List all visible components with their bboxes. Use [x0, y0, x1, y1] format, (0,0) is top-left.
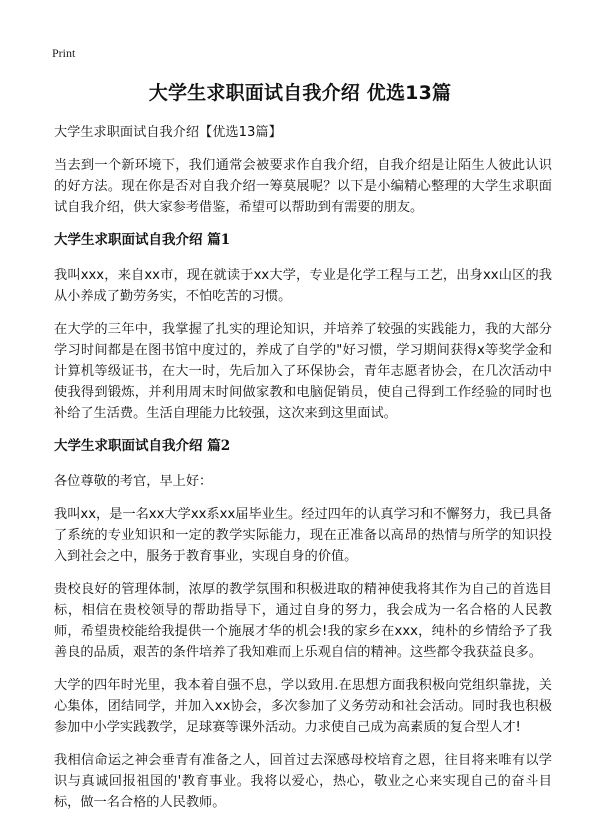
section-2-paragraph-5: 我相信命运之神会垂青有准备之人，回首过去深感母校培育之恩，往目将来唯有以学识与真诚回报祖国的'教育事业。我将以爱心，热心，敬业之心来实现自己的奋斗目标，做一名合格的人民教师。: [54, 753, 552, 810]
print-link[interactable]: Print: [52, 46, 76, 60]
section-2-paragraph-3: 贵校良好的管理体制，浓厚的教学氛围和积极进取的精神使我将其作为自己的首选目标，相信在贵校领导的帮助指导下，通过自身的努力，我会成为一名合格的人民教师，希望贵校能给我提供一个施展才华的机会!我的家乡在xxx，纯朴的乡情给予了我善良的品质，艰苦的条件培养了我知难而上乐观自信的精神。这些都令我获益良多。: [54, 582, 552, 660]
section-2-paragraph-1: 各位尊敬的考官，早上好：: [54, 474, 213, 489]
intro-paragraph: 当去到一个新环境下，我们通常会被要求作自我介绍，自我介绍是让陌生人彼此认识的好方法。现在你是否对自我介绍一筹莫展呢？以下是小编精心整理的大学生求职面试自我介绍，供大家参考借鉴，希望可以帮助到有需要的朋友。: [54, 158, 552, 215]
section-heading-2: 大学生求职面试自我介绍 篇2: [54, 438, 231, 454]
article-subtitle: 大学生求职面试自我介绍【优选13篇】: [54, 125, 282, 140]
section-2-paragraph-2: 我叫xx，是一名xx大学xx系xx届毕业生。经过四年的认真学习和不懈努力，我已具备了系统的专业知识和一定的教学实际能力，现在正准备以高昂的热情与所学的知识投入到社会之中，服务于教育事业，实现自身的价值。: [54, 507, 552, 564]
section-1-paragraph-2: 在大学的三年中，我掌握了扎实的理论知识，并培养了较强的实践能力，我的大部分学习时间都是在图书馆中度过的，养成了自学的"好习惯，学习期间获得x等奖学金和计算机等级证书，在大一时，先后加入了环保协会，青年志愿者协会，在几次活动中使我得到锻炼，并利用周末时间做家教和电脑促销员，使自己得到工作经验的同时也补给了生活费。生活自理能力比较强，这次来到这里面试。: [54, 322, 552, 421]
section-1-paragraph-1: 我叫xxx，来自xx市，现在就读于xx大学，专业是化学工程与工艺，出身xx山区的我从小养成了勤劳务实，不怕吃苦的习惯。: [54, 268, 552, 304]
section-heading-1: 大学生求职面试自我介绍 篇1: [54, 232, 231, 248]
page-title: 大学生求职面试自我介绍 优选13篇: [148, 82, 452, 104]
section-2-paragraph-4: 大学的四年时光里，我本着自强不息，学以致用.在思想方面我积极向党组织靠拢，关心集体，团结同学，并加入xx协会，多次参加了义务劳动和社会活动。同时我也积极参加中小学实践教学，足球赛等课外活动。力求使自己成为高素质的复合型人才!: [54, 678, 552, 735]
article-body: [54, 122, 552, 825]
